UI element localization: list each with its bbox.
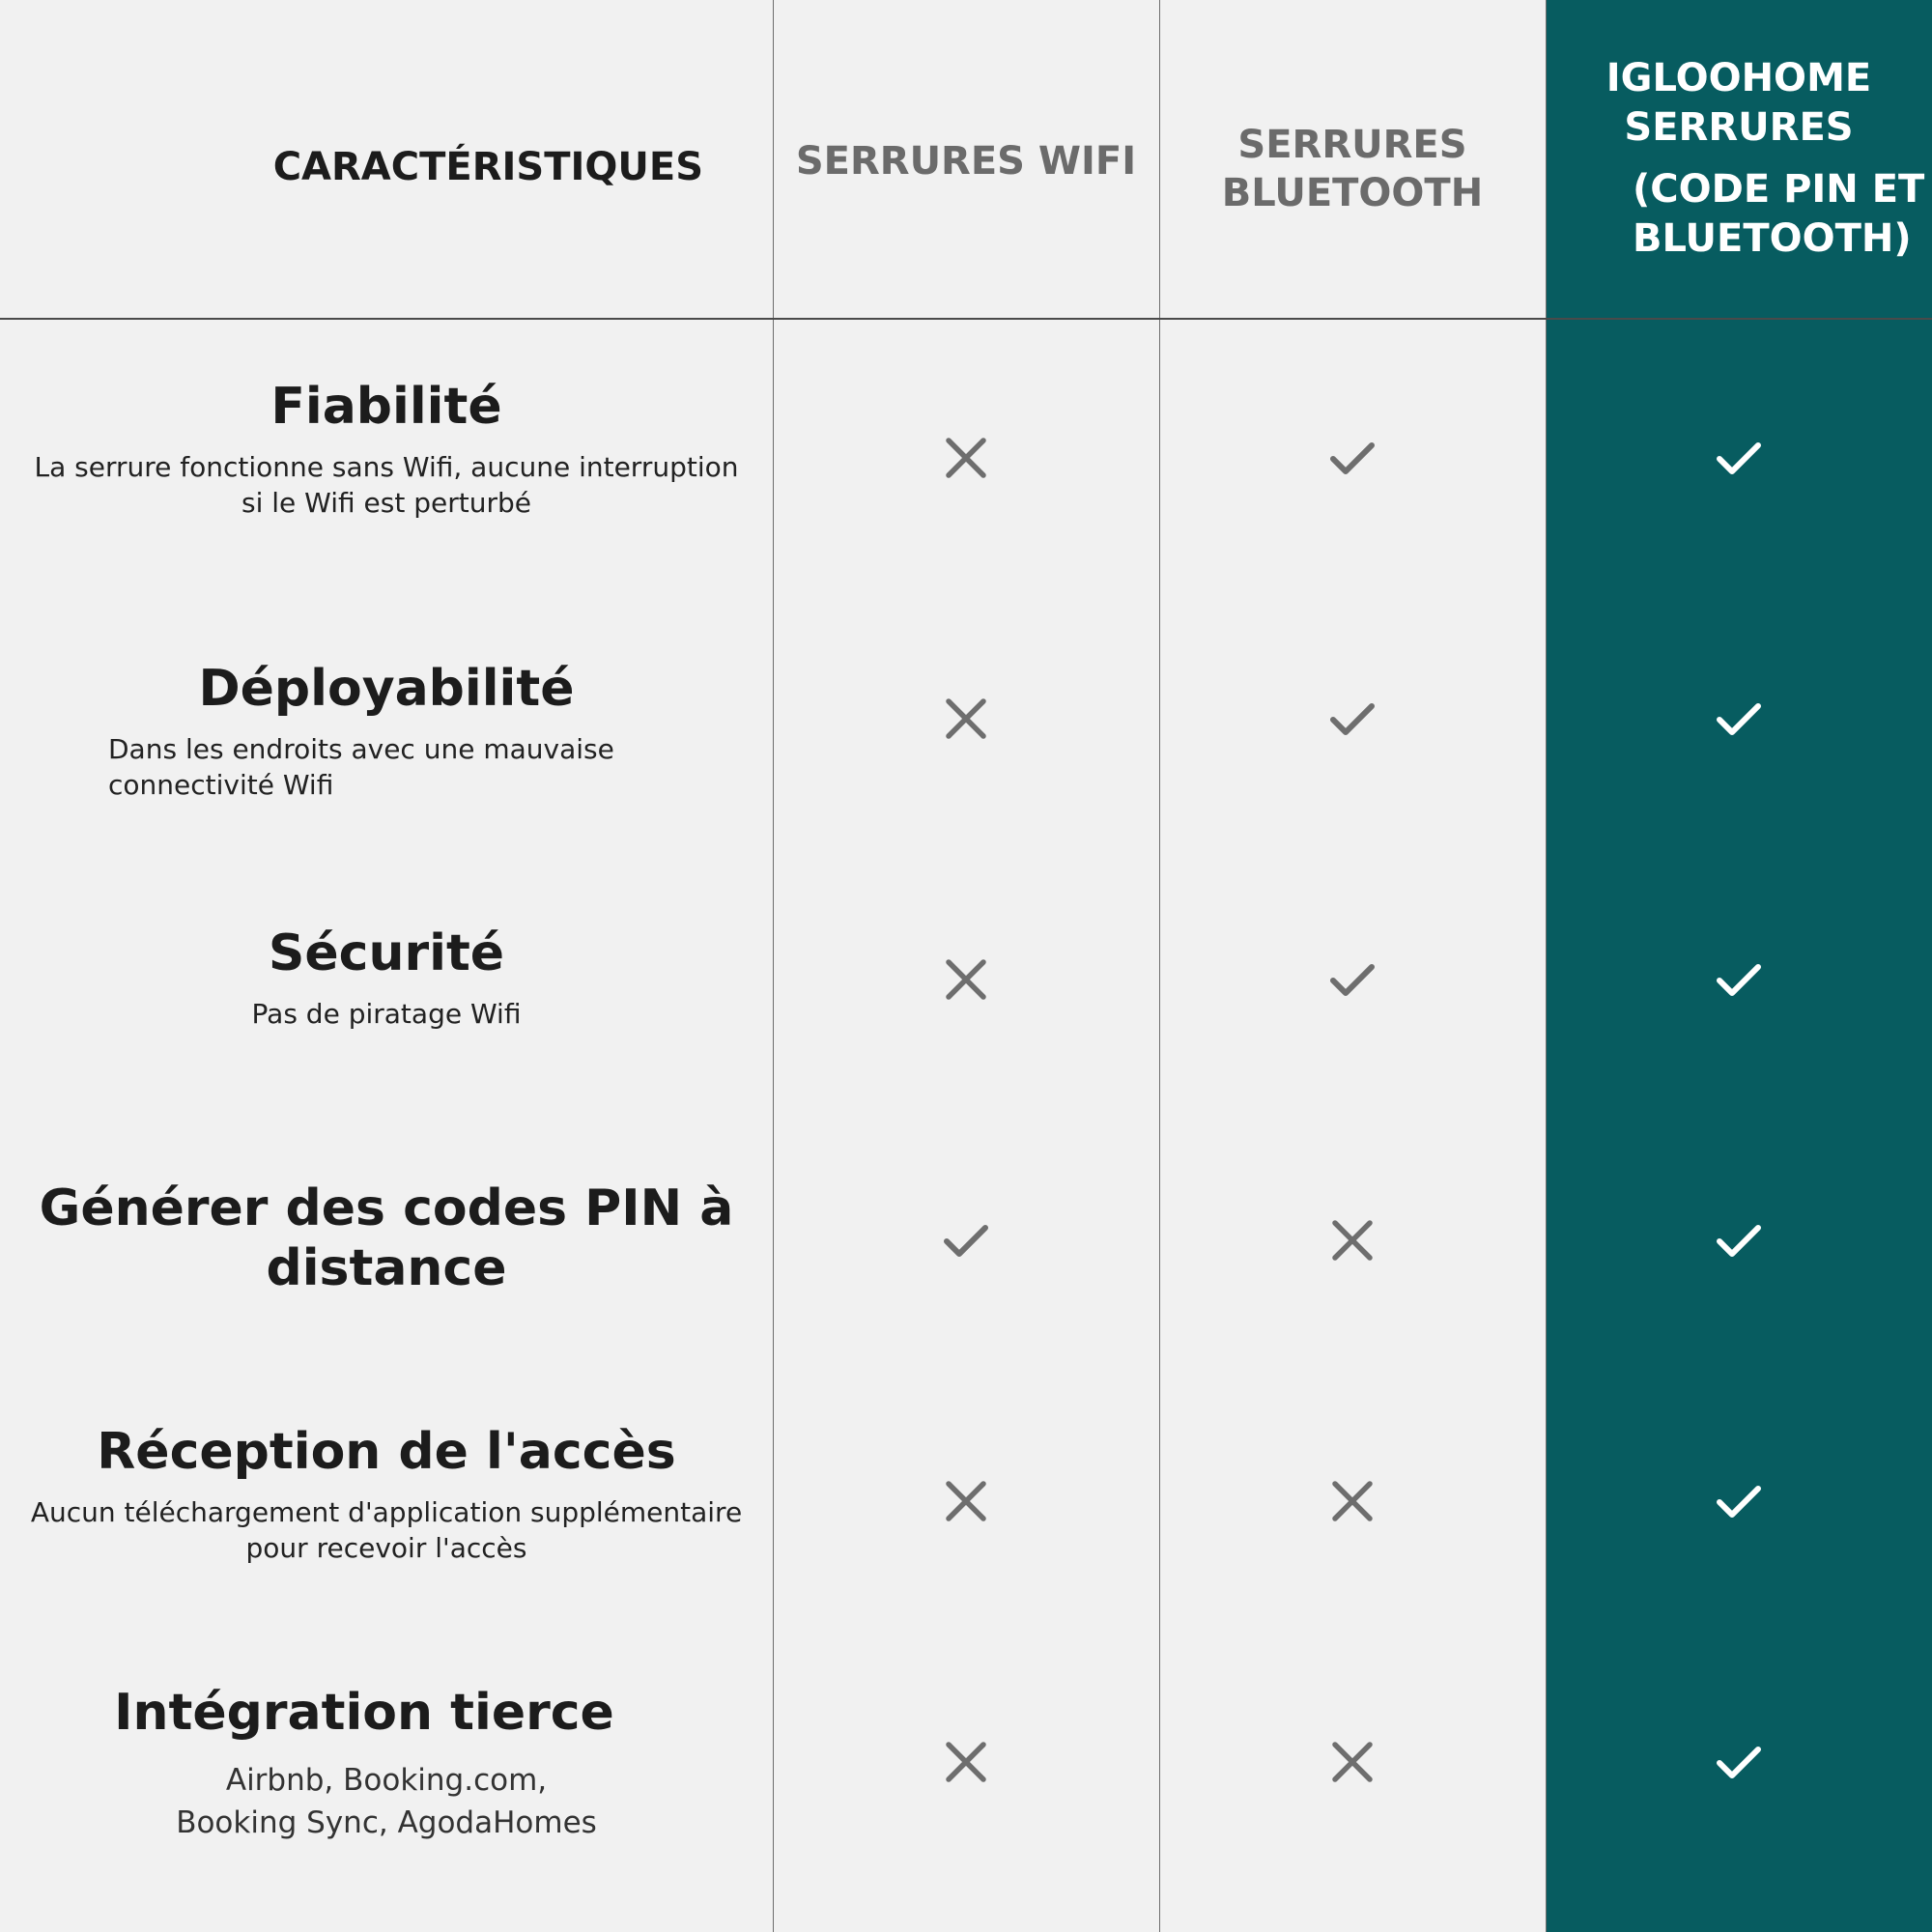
header-bluetooth-label-line1: SERRURES bbox=[1237, 122, 1467, 167]
feature-description-line: Aucun téléchargement d'application supplémentaire bbox=[30, 1496, 743, 1529]
header-wifi-label: SERRURES WIFI bbox=[795, 138, 1137, 184]
feature-cell bbox=[0, 1179, 773, 1299]
feature-description-line: Airbnb, Booking.com, bbox=[225, 1763, 548, 1799]
cross-icon bbox=[937, 1472, 995, 1530]
check-icon bbox=[937, 1211, 995, 1269]
feature-title: Intégration tierce bbox=[114, 1684, 614, 1742]
header-igloo-label-line4: BLUETOOTH) bbox=[1633, 215, 1912, 261]
check-icon bbox=[1710, 690, 1768, 748]
check-icon bbox=[1710, 1211, 1768, 1269]
feature-title: Fiabilité bbox=[270, 378, 502, 436]
cross-icon bbox=[937, 951, 995, 1009]
cross-icon bbox=[1323, 1733, 1381, 1791]
feature-description-line: Dans les endroits avec une mauvaise bbox=[108, 733, 614, 766]
header-features-label: CARACTÉRISTIQUES bbox=[272, 144, 703, 189]
check-icon bbox=[1710, 951, 1768, 1009]
feature-title: Déployabilité bbox=[198, 660, 575, 718]
feature-title: Sécurité bbox=[268, 924, 505, 982]
header-features bbox=[0, 0, 773, 318]
header-igloo-label-line2: SERRURES bbox=[1624, 105, 1854, 151]
header-igloohome-locks bbox=[1546, 0, 1932, 318]
header-igloo-label-line1: IGLOOHOME bbox=[1605, 56, 1872, 101]
feature-cell bbox=[0, 923, 773, 1033]
feature-cell bbox=[0, 1422, 773, 1566]
feature-description-line: pour recevoir l'accès bbox=[245, 1531, 527, 1564]
cross-icon bbox=[1323, 1211, 1381, 1269]
header-bluetooth-label-line2: BLUETOOTH bbox=[1221, 170, 1484, 215]
cross-icon bbox=[937, 1733, 995, 1791]
header-bluetooth-locks bbox=[1159, 0, 1546, 318]
feature-description-line: connectivité Wifi bbox=[108, 768, 334, 801]
header-igloo-label-line3: (CODE PIN ET bbox=[1633, 166, 1925, 212]
feature-description-line: Booking Sync, AgodaHomes bbox=[176, 1804, 597, 1840]
feature-cell bbox=[0, 659, 773, 803]
check-icon bbox=[1323, 690, 1381, 748]
header-wifi-locks bbox=[773, 0, 1159, 318]
check-icon bbox=[1710, 429, 1768, 487]
feature-cell bbox=[0, 1683, 773, 1844]
check-icon bbox=[1710, 1472, 1768, 1530]
check-icon bbox=[1323, 951, 1381, 1009]
feature-cell bbox=[0, 377, 773, 521]
feature-description-line: La serrure fonctionne sans Wifi, aucune interruption bbox=[34, 451, 739, 484]
feature-title-line: distance bbox=[266, 1239, 507, 1298]
check-icon bbox=[1323, 429, 1381, 487]
cross-icon bbox=[937, 690, 995, 748]
feature-description-line: Pas de piratage Wifi bbox=[251, 998, 522, 1031]
feature-description-line: si le Wifi est perturbé bbox=[241, 486, 531, 519]
cross-icon bbox=[937, 429, 995, 487]
check-icon bbox=[1710, 1733, 1768, 1791]
header-divider bbox=[0, 318, 1932, 320]
feature-title-line: Générer des codes PIN à bbox=[39, 1179, 734, 1237]
cross-icon bbox=[1323, 1472, 1381, 1530]
feature-title: Réception de l'accès bbox=[97, 1423, 676, 1481]
